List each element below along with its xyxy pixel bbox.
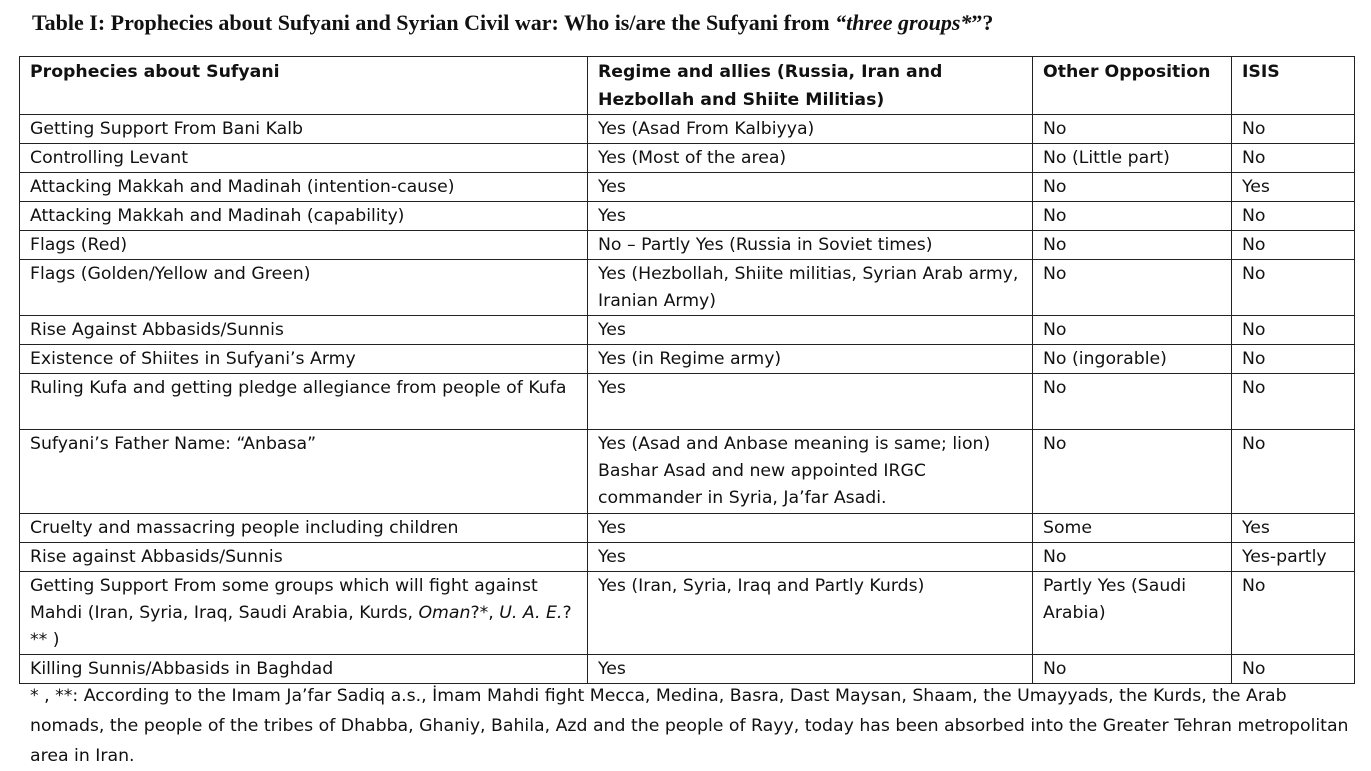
cell-regime: Yes (Iran, Syria, Iraq and Partly Kurds) — [588, 572, 1033, 655]
cell-isis: No — [1232, 345, 1355, 374]
table-row — [20, 144, 1355, 173]
footnote: * , **: According to the Imam Ja’far Sadiq a.s., İmam Mahdi fight Mecca, Medina, Basra, Dast Maysan, Shaam, the Umayyads, the Kurds, the Arab nomads, the people of the tribes of Dhabba, Ghaniy, Bahila, Azd and the people of Rayy, today has been absorbed into the Greater Tehran metropolitan area in Iran. — [30, 686, 1349, 766]
cell-prophecy-oman: Oman — [418, 603, 471, 623]
cell-prophecy: Attacking Makkah and Madinah (intention-cause) — [20, 173, 588, 202]
cell-isis: No — [1232, 430, 1355, 514]
cell-regime: Yes — [588, 316, 1033, 345]
cell-opposition: No — [1033, 202, 1232, 231]
cell-isis: No — [1232, 260, 1355, 316]
cell-prophecy: Rise against Abbasids/Sunnis — [20, 543, 588, 572]
cell-prophecy: Attacking Makkah and Madinah (capability) — [20, 202, 588, 231]
cell-opposition: No — [1033, 543, 1232, 572]
cell-isis: No — [1232, 572, 1355, 655]
title-quote-close: ”? — [971, 10, 994, 35]
title-text: Table I: Prophecies about Sufyani and Syrian Civil war: Who is/are the Sufyani from — [32, 10, 836, 35]
cell-prophecy: Flags (Golden/Yellow and Green) — [20, 260, 588, 316]
header-row — [20, 57, 1355, 115]
cell-prophecy: Flags (Red) — [20, 231, 588, 260]
cell-regime: Yes — [588, 543, 1033, 572]
table-row — [20, 514, 1355, 543]
cell-prophecy-text: Getting Support From some groups which will fight against Mahdi (Iran, Syria, Iraq, Saudi Arabia, Kurds, — [30, 576, 538, 623]
cell-isis: No — [1232, 202, 1355, 231]
cell-regime: Yes (Asad and Anbase meaning is same; lion) Bashar Asad and new appointed IRGC commander in Syria, Ja’far Asadi. — [588, 430, 1033, 514]
cell-opposition: No (ingorable) — [1033, 345, 1232, 374]
table-row — [20, 173, 1355, 202]
cell-isis: No — [1232, 655, 1355, 684]
cell-prophecy: Controlling Levant — [20, 144, 588, 173]
cell-isis: No — [1232, 144, 1355, 173]
cell-prophecy-uae: U. A. E. — [499, 603, 563, 623]
cell-regime: Yes — [588, 374, 1033, 430]
cell-opposition: No — [1033, 231, 1232, 260]
cell-opposition: No — [1033, 655, 1232, 684]
header-opposition: Other Opposition — [1033, 57, 1232, 115]
cell-regime: No – Partly Yes (Russia in Soviet times) — [588, 231, 1033, 260]
cell-prophecy-mid: ?*, — [470, 603, 500, 623]
table-row — [20, 260, 1355, 316]
cell-opposition: No — [1033, 173, 1232, 202]
cell-isis: No — [1232, 316, 1355, 345]
cell-opposition: No — [1033, 316, 1232, 345]
cell-prophecy: Rise Against Abbasids/Sunnis — [20, 316, 588, 345]
table-row — [20, 572, 1355, 655]
cell-regime: Yes (Most of the area) — [588, 144, 1033, 173]
table-title — [32, 10, 993, 36]
cell-isis: No — [1232, 374, 1355, 430]
cell-prophecy: Existence of Shiites in Sufyani’s Army — [20, 345, 588, 374]
cell-prophecy — [20, 572, 588, 655]
cell-isis: No — [1232, 231, 1355, 260]
table-row — [20, 374, 1355, 430]
cell-regime: Yes (in Regime army) — [588, 345, 1033, 374]
cell-regime: Yes — [588, 202, 1033, 231]
cell-isis: Yes — [1232, 173, 1355, 202]
cell-prophecy: Ruling Kufa and getting pledge allegiance from people of Kufa — [20, 374, 588, 430]
cell-isis: No — [1232, 115, 1355, 144]
header-regime: Regime and allies (Russia, Iran and Hezbollah and Shiite Militias) — [588, 57, 1033, 115]
cell-opposition: No — [1033, 260, 1232, 316]
cell-regime: Yes (Asad From Kalbiyya) — [588, 115, 1033, 144]
table-row — [20, 202, 1355, 231]
header-isis: ISIS — [1232, 57, 1355, 115]
table-row — [20, 115, 1355, 144]
cell-prophecy: Killing Sunnis/Abbasids in Baghdad — [20, 655, 588, 684]
cell-prophecy: Getting Support From Bani Kalb — [20, 115, 588, 144]
table-row — [20, 543, 1355, 572]
cell-prophecy-end: ?** ) — [30, 603, 572, 650]
cell-opposition: Partly Yes (Saudi Arabia) — [1033, 572, 1232, 655]
cell-prophecy: Sufyani’s Father Name: “Anbasa” — [20, 430, 588, 514]
title-quote-open: “ — [835, 10, 847, 35]
cell-opposition: No — [1033, 115, 1232, 144]
header-prophecies: Prophecies about Sufyani — [20, 57, 588, 115]
table-row — [20, 430, 1355, 514]
prophecies-table — [19, 56, 1355, 684]
cell-opposition: No (Little part) — [1033, 144, 1232, 173]
cell-regime: Yes — [588, 514, 1033, 543]
cell-regime: Yes — [588, 173, 1033, 202]
cell-prophecy: Cruelty and massacring people including children — [20, 514, 588, 543]
cell-opposition: Some — [1033, 514, 1232, 543]
cell-regime: Yes — [588, 655, 1033, 684]
cell-isis: Yes — [1232, 514, 1355, 543]
cell-opposition: No — [1033, 430, 1232, 514]
table-row — [20, 655, 1355, 684]
table-row — [20, 345, 1355, 374]
title-italic: three groups* — [846, 10, 972, 35]
table-row — [20, 231, 1355, 260]
cell-regime: Yes (Hezbollah, Shiite militias, Syrian Arab army, Iranian Army) — [588, 260, 1033, 316]
cell-isis: Yes-partly — [1232, 543, 1355, 572]
cell-opposition: No — [1033, 374, 1232, 430]
table-row — [20, 316, 1355, 345]
